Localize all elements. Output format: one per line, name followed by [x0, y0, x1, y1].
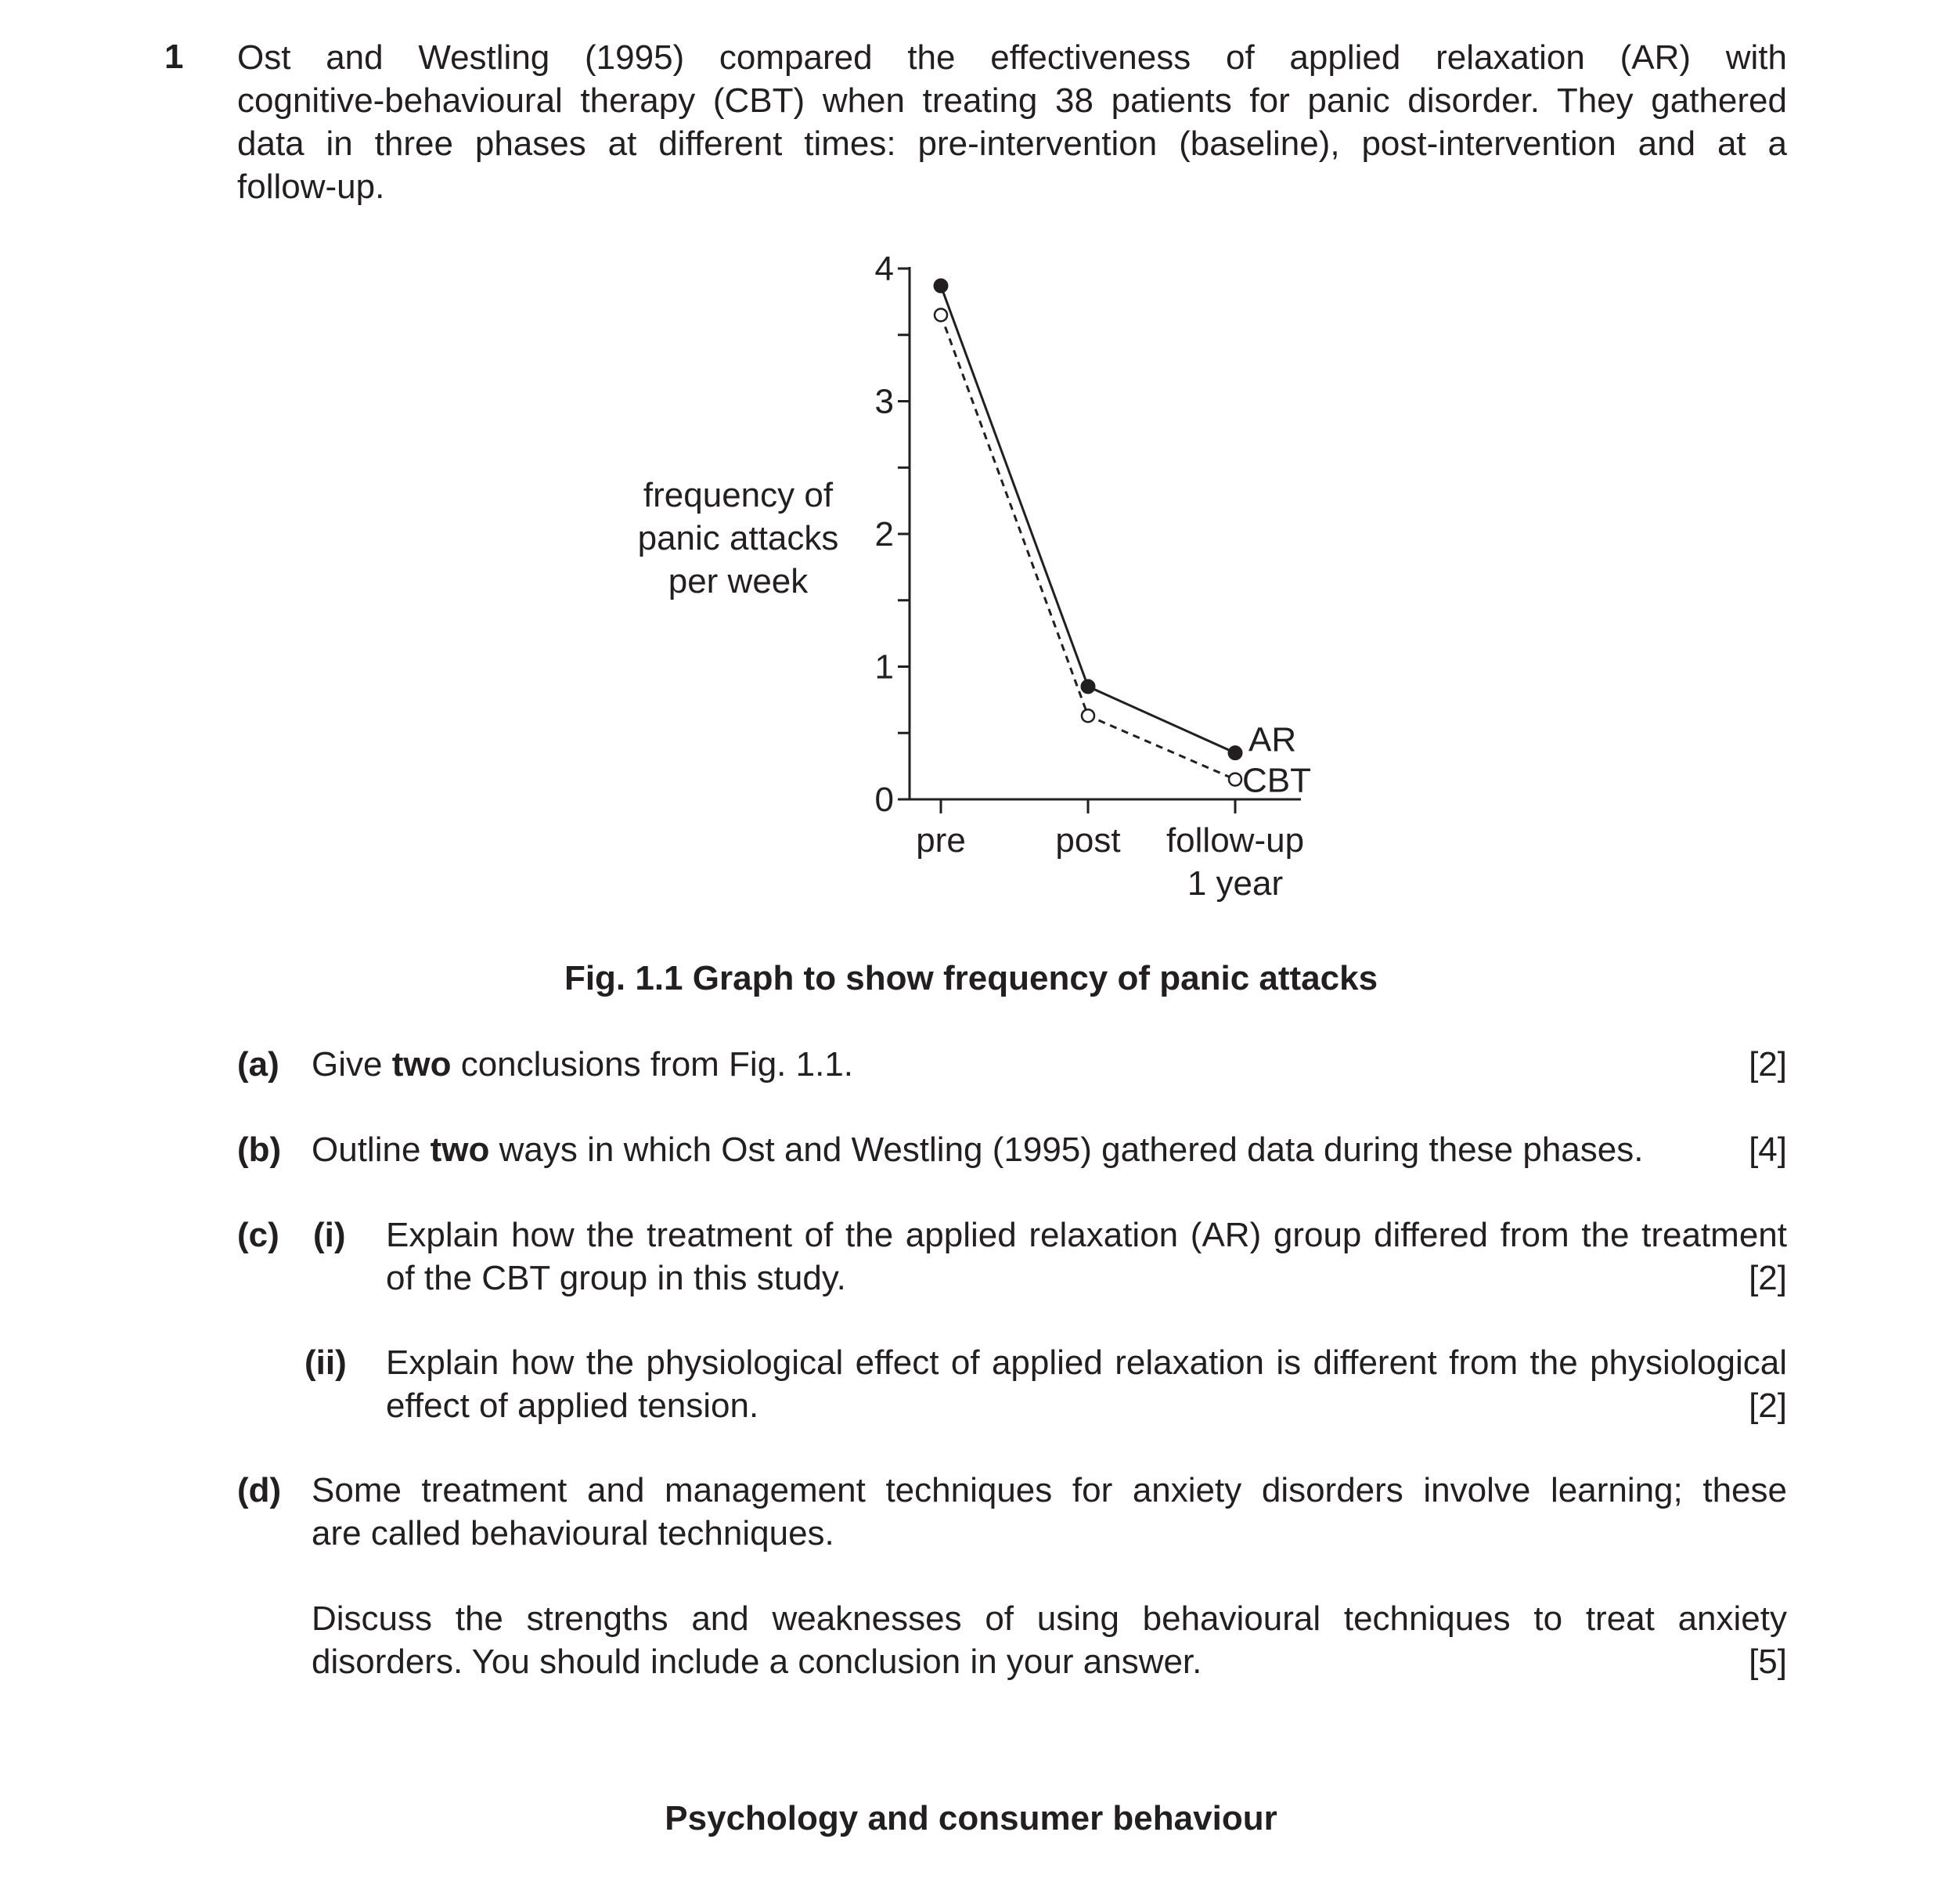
x-tick-label: 1 year — [1187, 864, 1284, 903]
data-point-ar — [1081, 680, 1095, 694]
part-a-label: (a) — [237, 1045, 279, 1084]
part-d-line: Discuss the strengths and weaknesses of using behavioural techniques to treat anxiety — [312, 1599, 1787, 1638]
part-d-line: are called behavioural techniques. — [312, 1514, 834, 1552]
part-c-i-marks: [2] — [1749, 1259, 1787, 1297]
part-d-line: Some treatment and management techniques for anxiety disorders involve learning; these — [312, 1471, 1787, 1509]
part-c-ii-marks: [2] — [1749, 1387, 1787, 1425]
question-number: 1 — [164, 38, 184, 76]
series-label-ar: AR — [1248, 720, 1297, 759]
part-b-text-start: Outline — [312, 1130, 431, 1169]
x-tick-label: post — [1055, 821, 1121, 860]
y-axis-label: frequency of — [643, 476, 834, 514]
part-d-line: disorders. You should include a conclusion in your answer. — [312, 1643, 1202, 1681]
y-tick-label: 3 — [874, 382, 894, 421]
y-tick-label: 1 — [874, 647, 894, 687]
intro-line: Ost and Westling (1995) compared the effectiveness of applied relaxation (AR) with — [237, 38, 1787, 77]
intro-line: data in three phases at different times: pre-intervention (baseline), post-intervention and at a — [237, 124, 1787, 163]
x-tick-label: follow-up — [1166, 821, 1305, 860]
y-tick-label: 0 — [874, 781, 894, 819]
part-b-label: (b) — [237, 1130, 282, 1169]
part-c-i-line: Explain how the treatment of the applied relaxation (AR) group differed from the treatment — [386, 1216, 1787, 1254]
x-tick-label: pre — [916, 821, 966, 860]
y-tick-label: 2 — [874, 515, 894, 554]
figure-caption: Fig. 1.1 Graph to show frequency of panic attacks — [564, 959, 1378, 997]
y-axis-label: panic attacks — [637, 519, 839, 557]
part-b-text — [312, 1128, 1643, 1171]
part-c-i-label: (i) — [313, 1216, 346, 1254]
part-a-marks: [2] — [1749, 1045, 1787, 1084]
question-intro — [237, 36, 1787, 208]
part-c-ii-label: (ii) — [304, 1343, 347, 1382]
part-b-text-end: ways in which Ost and Westling (1995) gathered data during these phases. — [489, 1130, 1644, 1169]
part-c-ii-text — [386, 1341, 1787, 1427]
part-c-i-line: of the CBT group in this study. — [386, 1259, 846, 1297]
part-c-i-text — [386, 1213, 1787, 1300]
part-d-text-1 — [312, 1469, 1787, 1555]
section-title: Psychology and consumer behaviour — [665, 1799, 1277, 1837]
data-point-cbt — [935, 308, 947, 321]
data-point-cbt — [1082, 709, 1094, 722]
part-c-ii-line: effect of applied tension. — [386, 1387, 759, 1425]
part-d-text-2 — [312, 1597, 1787, 1683]
part-a-text — [312, 1043, 853, 1086]
part-c-ii-line: Explain how the physiological effect of applied relaxation is different from the physiological — [386, 1343, 1787, 1382]
part-b-marks: [4] — [1749, 1130, 1787, 1169]
series-label-cbt: CBT — [1242, 761, 1311, 800]
y-axis-label: per week — [668, 562, 809, 600]
part-d-marks: [5] — [1749, 1643, 1787, 1681]
intro-line: follow-up. — [237, 168, 385, 206]
part-a-text-start: Give — [312, 1045, 392, 1084]
intro-line: cognitive-behavioural therapy (CBT) when treating 38 patients for panic disorder. They gathered — [237, 81, 1787, 120]
data-point-cbt — [1229, 774, 1241, 786]
part-d-label: (d) — [237, 1471, 282, 1509]
data-point-ar — [934, 279, 948, 293]
panic-attack-line-chart — [611, 235, 1354, 924]
part-c-label: (c) — [237, 1216, 279, 1254]
data-point-ar — [1228, 746, 1242, 760]
part-a-text-end: conclusions from Fig. 1.1. — [451, 1045, 854, 1084]
part-a-emphasis: two — [391, 1045, 452, 1084]
y-tick-label: 4 — [874, 250, 894, 288]
part-b-emphasis: two — [430, 1130, 490, 1169]
